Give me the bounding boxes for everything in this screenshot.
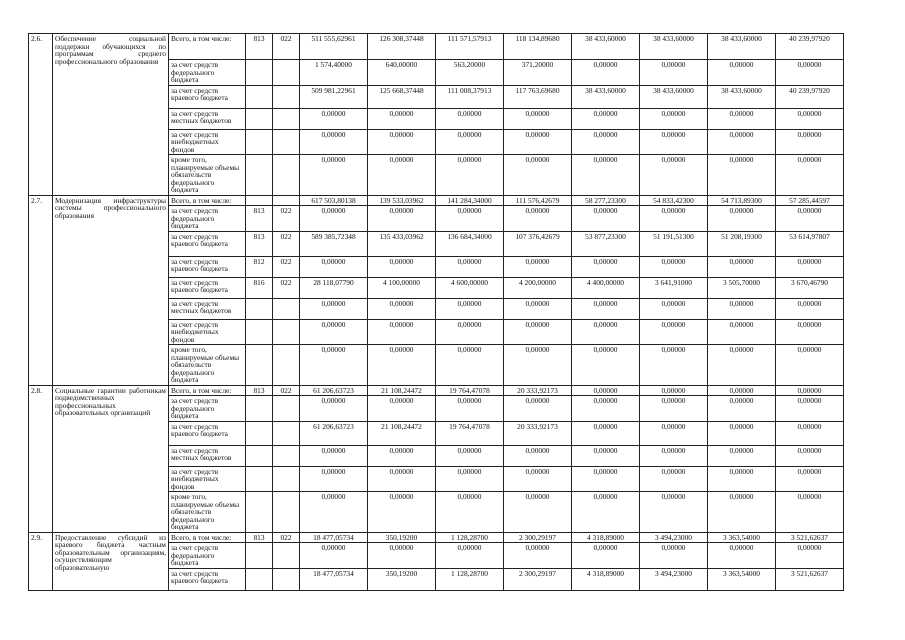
amount-cell: 0,00000 bbox=[776, 345, 844, 386]
amount-cell: 53 614,97807 bbox=[776, 231, 844, 256]
amount-cell: 0,00000 bbox=[504, 492, 572, 533]
amount-cell: 38 433,60000 bbox=[640, 34, 708, 60]
amount-cell: 0,00000 bbox=[368, 543, 436, 569]
program-code bbox=[273, 108, 300, 129]
amount-cell: 4 600,00000 bbox=[436, 277, 504, 298]
amount-cell: 2 300,29197 bbox=[504, 568, 572, 590]
amount-cell: 0,00000 bbox=[640, 155, 708, 196]
amount-cell: 0,00000 bbox=[504, 155, 572, 196]
amount-cell: 0,00000 bbox=[368, 256, 436, 277]
amount-cell: 0,00000 bbox=[300, 345, 368, 386]
amount-cell: 0,00000 bbox=[776, 385, 844, 396]
amount-cell: 28 118,07790 bbox=[300, 277, 368, 298]
amount-cell: 4 100,00000 bbox=[368, 277, 436, 298]
grbs-code bbox=[246, 129, 273, 155]
grbs-code: 813 bbox=[246, 34, 273, 60]
amount-cell: 617 503,80138 bbox=[300, 195, 368, 206]
amount-cell: 0,00000 bbox=[640, 108, 708, 129]
funding-source-label: за счет средств местных бюджетов bbox=[169, 445, 246, 466]
amount-cell: 0,00000 bbox=[572, 256, 640, 277]
amount-cell: 38 433,60000 bbox=[708, 34, 776, 60]
amount-cell: 0,00000 bbox=[708, 492, 776, 533]
section-number: 2.9. bbox=[29, 532, 53, 590]
amount-cell: 0,00000 bbox=[708, 396, 776, 422]
budget-table-body bbox=[29, 34, 844, 591]
amount-cell: 0,00000 bbox=[776, 60, 844, 86]
grbs-code bbox=[246, 568, 273, 590]
amount-cell: 511 555,62961 bbox=[300, 34, 368, 60]
amount-cell: 54 713,89300 bbox=[708, 195, 776, 206]
amount-cell: 0,00000 bbox=[572, 155, 640, 196]
amount-cell: 38 433,60000 bbox=[572, 85, 640, 108]
amount-cell: 0,00000 bbox=[504, 206, 572, 232]
amount-cell: 0,00000 bbox=[368, 298, 436, 319]
amount-cell: 20 333,92173 bbox=[504, 385, 572, 396]
funding-source-label: за счет средств краевого бюджета bbox=[169, 231, 246, 256]
amount-cell: 61 206,63723 bbox=[300, 421, 368, 445]
amount-cell: 0,00000 bbox=[572, 60, 640, 86]
grbs-code bbox=[246, 85, 273, 108]
program-code bbox=[273, 345, 300, 386]
amount-cell: 38 433,60000 bbox=[640, 85, 708, 108]
amount-cell: 19 764,47078 bbox=[436, 385, 504, 396]
amount-cell: 111 571,57913 bbox=[436, 34, 504, 60]
funding-source-label: за счет средств федерального бюджета bbox=[169, 206, 246, 232]
funding-source-label: за счет средств федерального бюджета bbox=[169, 543, 246, 569]
grbs-code bbox=[246, 396, 273, 422]
amount-cell: 0,00000 bbox=[368, 345, 436, 386]
program-code: 022 bbox=[273, 256, 300, 277]
amount-cell: 0,00000 bbox=[436, 319, 504, 345]
amount-cell: 0,00000 bbox=[708, 445, 776, 466]
amount-cell: 0,00000 bbox=[572, 345, 640, 386]
amount-cell: 126 308,37448 bbox=[368, 34, 436, 60]
amount-cell: 0,00000 bbox=[504, 445, 572, 466]
amount-cell: 0,00000 bbox=[640, 319, 708, 345]
amount-cell: 0,00000 bbox=[436, 129, 504, 155]
program-code: 022 bbox=[273, 206, 300, 232]
program-code bbox=[273, 543, 300, 569]
amount-cell: 563,20000 bbox=[436, 60, 504, 86]
program-code: 022 bbox=[273, 385, 300, 396]
amount-cell: 0,00000 bbox=[368, 445, 436, 466]
amount-cell: 0,00000 bbox=[368, 396, 436, 422]
amount-cell: 61 206,63723 bbox=[300, 385, 368, 396]
section-number: 2.7. bbox=[29, 195, 53, 385]
amount-cell: 350,19200 bbox=[368, 568, 436, 590]
amount-cell: 0,00000 bbox=[504, 345, 572, 386]
funding-source-label: кроме того, планируемые объемы обязательств федерального бюджета bbox=[169, 345, 246, 386]
amount-cell: 20 333,92173 bbox=[504, 421, 572, 445]
amount-cell: 0,00000 bbox=[300, 445, 368, 466]
amount-cell: 0,00000 bbox=[436, 206, 504, 232]
amount-cell: 107 376,42679 bbox=[504, 231, 572, 256]
amount-cell: 117 763,69680 bbox=[504, 85, 572, 108]
program-code: 022 bbox=[273, 231, 300, 256]
program-code bbox=[273, 155, 300, 196]
grbs-code: 813 bbox=[246, 532, 273, 543]
funding-source-label: Всего, в том числе: bbox=[169, 385, 246, 396]
amount-cell: 38 433,60000 bbox=[708, 85, 776, 108]
program-code bbox=[273, 60, 300, 86]
amount-cell: 0,00000 bbox=[300, 256, 368, 277]
amount-cell: 1 128,28700 bbox=[436, 532, 504, 543]
grbs-code bbox=[246, 60, 273, 86]
program-code bbox=[273, 85, 300, 108]
amount-cell: 0,00000 bbox=[640, 445, 708, 466]
amount-cell: 0,00000 bbox=[300, 543, 368, 569]
grbs-code bbox=[246, 195, 273, 206]
amount-cell: 136 684,34000 bbox=[436, 231, 504, 256]
grbs-code: 813 bbox=[246, 206, 273, 232]
amount-cell: 0,00000 bbox=[504, 396, 572, 422]
amount-cell: 0,00000 bbox=[368, 155, 436, 196]
program-code bbox=[273, 129, 300, 155]
amount-cell: 2 300,29197 bbox=[504, 532, 572, 543]
amount-cell: 111 576,42679 bbox=[504, 195, 572, 206]
section-title: Предоставление субсидий из краевого бюджета частным образовательным организациям, осуществляющим образовательную bbox=[53, 532, 169, 590]
amount-cell: 0,00000 bbox=[640, 298, 708, 319]
funding-source-label: кроме того, планируемые объемы обязательств федерального бюджета bbox=[169, 492, 246, 533]
amount-cell: 640,00000 bbox=[368, 60, 436, 86]
table-row bbox=[29, 385, 844, 396]
grbs-code: 813 bbox=[246, 231, 273, 256]
amount-cell: 0,00000 bbox=[640, 60, 708, 86]
funding-source-label: кроме того, планируемые объемы обязательств федерального бюджета bbox=[169, 155, 246, 196]
amount-cell: 0,00000 bbox=[300, 466, 368, 492]
budget-table-page bbox=[28, 33, 844, 591]
amount-cell: 0,00000 bbox=[368, 492, 436, 533]
amount-cell: 0,00000 bbox=[300, 108, 368, 129]
amount-cell: 0,00000 bbox=[640, 466, 708, 492]
funding-source-label: Всего, в том числе: bbox=[169, 34, 246, 60]
amount-cell: 40 239,97920 bbox=[776, 34, 844, 60]
amount-cell: 0,00000 bbox=[572, 396, 640, 422]
amount-cell: 3 494,23000 bbox=[640, 532, 708, 543]
program-code bbox=[273, 421, 300, 445]
grbs-code: 816 bbox=[246, 277, 273, 298]
table-row bbox=[29, 195, 844, 206]
grbs-code bbox=[246, 492, 273, 533]
amount-cell: 3 521,62637 bbox=[776, 532, 844, 543]
amount-cell: 0,00000 bbox=[708, 319, 776, 345]
amount-cell: 40 239,97920 bbox=[776, 85, 844, 108]
amount-cell: 57 285,44597 bbox=[776, 195, 844, 206]
amount-cell: 0,00000 bbox=[368, 466, 436, 492]
amount-cell: 0,00000 bbox=[436, 345, 504, 386]
program-code: 022 bbox=[273, 277, 300, 298]
amount-cell: 3 670,46790 bbox=[776, 277, 844, 298]
program-code: 022 bbox=[273, 34, 300, 60]
amount-cell: 3 641,91000 bbox=[640, 277, 708, 298]
amount-cell: 0,00000 bbox=[504, 298, 572, 319]
amount-cell: 0,00000 bbox=[436, 256, 504, 277]
amount-cell: 135 433,03962 bbox=[368, 231, 436, 256]
amount-cell: 0,00000 bbox=[776, 319, 844, 345]
amount-cell: 0,00000 bbox=[572, 298, 640, 319]
funding-source-label: за счет средств местных бюджетов bbox=[169, 108, 246, 129]
amount-cell: 0,00000 bbox=[300, 319, 368, 345]
amount-cell: 0,00000 bbox=[504, 543, 572, 569]
amount-cell: 0,00000 bbox=[776, 256, 844, 277]
amount-cell: 3 494,23000 bbox=[640, 568, 708, 590]
amount-cell: 0,00000 bbox=[436, 492, 504, 533]
amount-cell: 0,00000 bbox=[708, 108, 776, 129]
section-title: Обеспечение социальной поддержки обучающихся по программам среднего профессионального образования bbox=[53, 34, 169, 196]
amount-cell: 51 191,51300 bbox=[640, 231, 708, 256]
amount-cell: 0,00000 bbox=[776, 206, 844, 232]
amount-cell: 0,00000 bbox=[572, 108, 640, 129]
amount-cell: 3 521,62637 bbox=[776, 568, 844, 590]
funding-source-label: за счет средств внебюджетных фондов bbox=[169, 319, 246, 345]
amount-cell: 0,00000 bbox=[708, 298, 776, 319]
amount-cell: 0,00000 bbox=[572, 206, 640, 232]
amount-cell: 0,00000 bbox=[436, 108, 504, 129]
amount-cell: 0,00000 bbox=[708, 421, 776, 445]
amount-cell: 0,00000 bbox=[368, 206, 436, 232]
grbs-code bbox=[246, 155, 273, 196]
amount-cell: 38 433,60000 bbox=[572, 34, 640, 60]
amount-cell: 350,19200 bbox=[368, 532, 436, 543]
amount-cell: 371,20000 bbox=[504, 60, 572, 86]
amount-cell: 18 477,05734 bbox=[300, 532, 368, 543]
grbs-code bbox=[246, 108, 273, 129]
amount-cell: 3 363,54000 bbox=[708, 568, 776, 590]
amount-cell: 0,00000 bbox=[708, 385, 776, 396]
grbs-code: 813 bbox=[246, 385, 273, 396]
amount-cell: 0,00000 bbox=[572, 492, 640, 533]
funding-source-label: Всего, в том числе: bbox=[169, 532, 246, 543]
amount-cell: 0,00000 bbox=[300, 298, 368, 319]
amount-cell: 0,00000 bbox=[776, 396, 844, 422]
amount-cell: 0,00000 bbox=[368, 129, 436, 155]
program-code bbox=[273, 568, 300, 590]
amount-cell: 0,00000 bbox=[504, 129, 572, 155]
program-code bbox=[273, 195, 300, 206]
funding-source-label: за счет средств краевого бюджета bbox=[169, 85, 246, 108]
funding-source-label: за счет средств федерального бюджета bbox=[169, 396, 246, 422]
amount-cell: 0,00000 bbox=[572, 385, 640, 396]
amount-cell: 0,00000 bbox=[572, 445, 640, 466]
amount-cell: 0,00000 bbox=[300, 396, 368, 422]
funding-source-label: Всего, в том числе: bbox=[169, 195, 246, 206]
amount-cell: 54 833,42300 bbox=[640, 195, 708, 206]
grbs-code bbox=[246, 543, 273, 569]
grbs-code bbox=[246, 421, 273, 445]
amount-cell: 4 400,00000 bbox=[572, 277, 640, 298]
amount-cell: 53 877,23300 bbox=[572, 231, 640, 256]
amount-cell: 589 385,72348 bbox=[300, 231, 368, 256]
amount-cell: 0,00000 bbox=[300, 155, 368, 196]
amount-cell: 0,00000 bbox=[708, 256, 776, 277]
amount-cell: 0,00000 bbox=[504, 256, 572, 277]
amount-cell: 0,00000 bbox=[708, 129, 776, 155]
grbs-code bbox=[246, 466, 273, 492]
amount-cell: 0,00000 bbox=[436, 543, 504, 569]
program-code: 022 bbox=[273, 532, 300, 543]
amount-cell: 0,00000 bbox=[300, 206, 368, 232]
amount-cell: 51 208,19300 bbox=[708, 231, 776, 256]
amount-cell: 0,00000 bbox=[504, 466, 572, 492]
amount-cell: 141 284,34000 bbox=[436, 195, 504, 206]
amount-cell: 0,00000 bbox=[640, 543, 708, 569]
amount-cell: 0,00000 bbox=[572, 543, 640, 569]
amount-cell: 0,00000 bbox=[300, 129, 368, 155]
amount-cell: 0,00000 bbox=[572, 319, 640, 345]
amount-cell: 111 008,37913 bbox=[436, 85, 504, 108]
amount-cell: 509 981,22961 bbox=[300, 85, 368, 108]
program-code bbox=[273, 445, 300, 466]
amount-cell: 125 668,37448 bbox=[368, 85, 436, 108]
amount-cell: 0,00000 bbox=[504, 108, 572, 129]
budget-table bbox=[28, 33, 844, 591]
amount-cell: 0,00000 bbox=[640, 345, 708, 386]
amount-cell: 0,00000 bbox=[776, 492, 844, 533]
amount-cell: 21 108,24472 bbox=[368, 385, 436, 396]
amount-cell: 0,00000 bbox=[776, 421, 844, 445]
funding-source-label: за счет средств внебюджетных фондов bbox=[169, 129, 246, 155]
amount-cell: 0,00000 bbox=[640, 492, 708, 533]
section-number: 2.6. bbox=[29, 34, 53, 196]
amount-cell: 0,00000 bbox=[708, 155, 776, 196]
grbs-code bbox=[246, 445, 273, 466]
amount-cell: 21 108,24472 bbox=[368, 421, 436, 445]
amount-cell: 0,00000 bbox=[640, 385, 708, 396]
program-code bbox=[273, 492, 300, 533]
amount-cell: 0,00000 bbox=[776, 466, 844, 492]
amount-cell: 0,00000 bbox=[436, 466, 504, 492]
amount-cell: 0,00000 bbox=[436, 155, 504, 196]
amount-cell: 0,00000 bbox=[436, 445, 504, 466]
funding-source-label: за счет средств федерального бюджета bbox=[169, 60, 246, 86]
amount-cell: 0,00000 bbox=[436, 298, 504, 319]
grbs-code bbox=[246, 298, 273, 319]
program-code bbox=[273, 466, 300, 492]
amount-cell: 0,00000 bbox=[640, 421, 708, 445]
amount-cell: 1 128,28700 bbox=[436, 568, 504, 590]
amount-cell: 3 505,70000 bbox=[708, 277, 776, 298]
amount-cell: 0,00000 bbox=[776, 445, 844, 466]
amount-cell: 4 318,89000 bbox=[572, 568, 640, 590]
amount-cell: 19 764,47078 bbox=[436, 421, 504, 445]
funding-source-label: за счет средств внебюджетных фондов bbox=[169, 466, 246, 492]
program-code bbox=[273, 298, 300, 319]
amount-cell: 0,00000 bbox=[708, 60, 776, 86]
funding-source-label: за счет средств краевого бюджета bbox=[169, 256, 246, 277]
amount-cell: 0,00000 bbox=[640, 206, 708, 232]
amount-cell: 0,00000 bbox=[776, 298, 844, 319]
program-code bbox=[273, 319, 300, 345]
section-title: Модернизация инфраструктуры системы профессионального образования bbox=[53, 195, 169, 385]
funding-source-label: за счет средств краевого бюджета bbox=[169, 277, 246, 298]
amount-cell: 0,00000 bbox=[640, 256, 708, 277]
table-row bbox=[29, 532, 844, 543]
amount-cell: 0,00000 bbox=[776, 543, 844, 569]
amount-cell: 0,00000 bbox=[436, 396, 504, 422]
amount-cell: 3 363,54000 bbox=[708, 532, 776, 543]
amount-cell: 0,00000 bbox=[776, 129, 844, 155]
program-code bbox=[273, 396, 300, 422]
amount-cell: 0,00000 bbox=[300, 492, 368, 533]
amount-cell: 0,00000 bbox=[708, 206, 776, 232]
section-number: 2.8. bbox=[29, 385, 53, 532]
amount-cell: 4 200,00000 bbox=[504, 277, 572, 298]
funding-source-label: за счет средств краевого бюджета bbox=[169, 568, 246, 590]
amount-cell: 0,00000 bbox=[572, 129, 640, 155]
amount-cell: 0,00000 bbox=[368, 108, 436, 129]
amount-cell: 118 134,89680 bbox=[504, 34, 572, 60]
section-title: Социальные гарантии работникам подведомственных профессиональных образовательных организаций bbox=[53, 385, 169, 532]
grbs-code bbox=[246, 345, 273, 386]
funding-source-label: за счет средств местных бюджетов bbox=[169, 298, 246, 319]
funding-source-label: за счет средств краевого бюджета bbox=[169, 421, 246, 445]
amount-cell: 0,00000 bbox=[708, 345, 776, 386]
amount-cell: 0,00000 bbox=[368, 319, 436, 345]
amount-cell: 0,00000 bbox=[776, 155, 844, 196]
amount-cell: 4 318,89000 bbox=[572, 532, 640, 543]
amount-cell: 139 533,03962 bbox=[368, 195, 436, 206]
amount-cell: 58 277,23300 bbox=[572, 195, 640, 206]
grbs-code: 812 bbox=[246, 256, 273, 277]
amount-cell: 1 574,40000 bbox=[300, 60, 368, 86]
amount-cell: 0,00000 bbox=[572, 421, 640, 445]
amount-cell: 0,00000 bbox=[640, 396, 708, 422]
amount-cell: 0,00000 bbox=[504, 319, 572, 345]
table-row bbox=[29, 34, 844, 60]
amount-cell: 0,00000 bbox=[640, 129, 708, 155]
amount-cell: 0,00000 bbox=[708, 543, 776, 569]
amount-cell: 0,00000 bbox=[708, 466, 776, 492]
amount-cell: 0,00000 bbox=[572, 466, 640, 492]
grbs-code bbox=[246, 319, 273, 345]
amount-cell: 18 477,05734 bbox=[300, 568, 368, 590]
amount-cell: 0,00000 bbox=[776, 108, 844, 129]
